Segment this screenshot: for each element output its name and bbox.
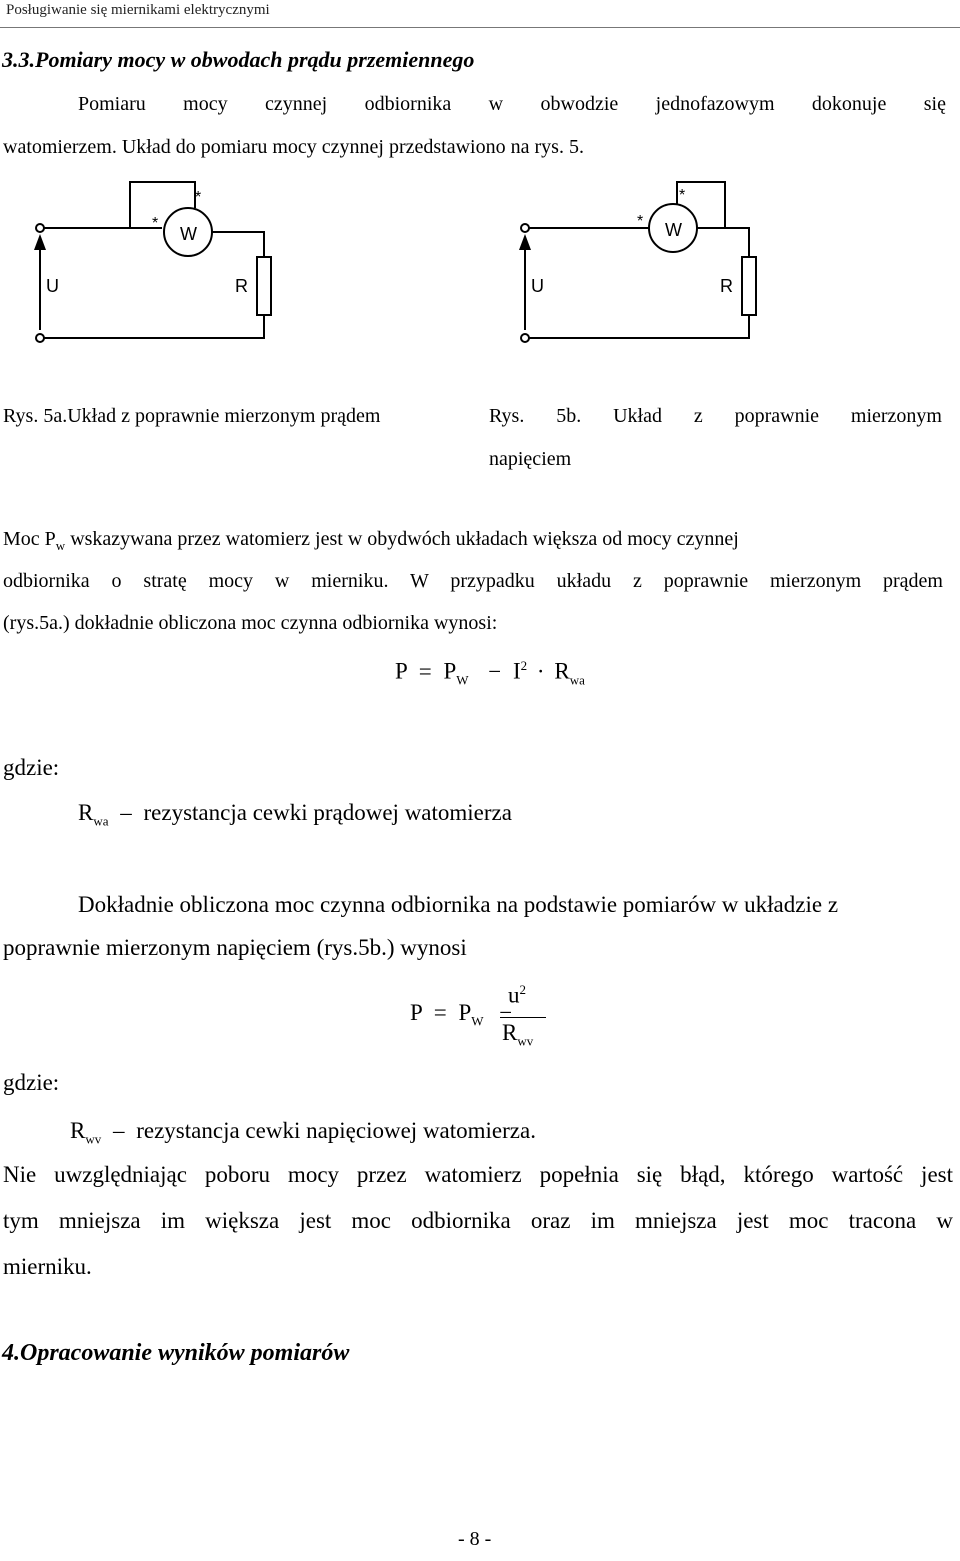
terminal-top-left	[521, 224, 529, 232]
paragraph-3-line-1: Nie uwzględniając poboru mocy przez watomierz popełnia się błąd, którego wartość jest	[3, 1162, 953, 1187]
page-number: - 8 -	[458, 1528, 492, 1550]
header-divider	[0, 27, 960, 28]
next-section-title: Opracowanie wyników pomiarów	[20, 1340, 350, 1366]
paragraph-2-line-1: Dokładnie obliczona moc czynna odbiornika na podstawie pomiarów w układzie z	[78, 892, 839, 917]
voltage-label-5b: U	[531, 276, 544, 296]
resistor-label-5b: R	[720, 276, 733, 296]
star-mark-current: *	[637, 213, 644, 230]
intro-line-1: Pomiaru mocy czynnej odbiornika w obwodzie jednofazowym dokonuje się	[78, 93, 946, 115]
caption-5a: Rys. 5a.Układ z poprawnie mierzonym prądem	[3, 405, 381, 427]
intro-line-2: watomierzem. Układ do pomiaru mocy czynnej przedstawiono na rys. 5.	[3, 136, 584, 158]
circuit-diagram-5b	[505, 170, 775, 355]
where-label-1: gdzie:	[3, 755, 60, 780]
caption-5b-line-1: Rys. 5b. Układ z poprawnie mierzonym	[489, 405, 942, 427]
paragraph-2-line-2: poprawnie mierzonym napięciem (rys.5b.) wynosi	[3, 935, 467, 960]
formula-1: $P = P_W - I^2 \cdot R_{wa}$	[395, 658, 585, 688]
formula-2-denominator: $R_{wv}$	[502, 1020, 534, 1049]
section-number: 3.3.	[2, 47, 35, 72]
caption-5b-line-2: napięciem	[489, 448, 572, 470]
terminal-top-left	[36, 224, 44, 232]
meter-label-5b: W	[665, 220, 682, 240]
next-section-heading	[2, 1340, 349, 1367]
circuit-diagram-5a	[20, 170, 290, 355]
formula-2-numerator: $u^2$	[508, 982, 526, 1008]
running-header: Posługiwanie się miernikami elektrycznymi	[6, 2, 270, 18]
paragraph-1-line-1: Moc $P_w$ wskazywana przez watomierz jest w obydwóch układach większa od mocy czynnej	[3, 528, 739, 553]
paragraph-1-line-3: (rys.5a.) dokładnie obliczona moc czynna odbiornika wynosi:	[3, 612, 498, 634]
paragraph-3-line-3: mierniku.	[3, 1254, 92, 1279]
star-mark-voltage: *	[195, 189, 202, 206]
terminal-bottom-left	[36, 334, 44, 342]
where-definition-1: $R_{wa}$ – rezystancja cewki prądowej watomierza	[78, 800, 512, 829]
voltage-arrow	[519, 234, 531, 250]
resistor-r	[257, 257, 271, 315]
where-definition-2: $R_{wv}$ – rezystancja cewki napięciowej watomierza.	[70, 1118, 536, 1147]
fraction-bar	[500, 1017, 546, 1018]
resistor-label-5a: R	[235, 276, 248, 296]
formula-2: $P = P_W$ −	[410, 1000, 513, 1029]
resistor-r	[742, 257, 756, 315]
next-section-number: 4.	[2, 1340, 20, 1366]
paragraph-3-line-2: tym mniejsza im większa jest moc odbiornika oraz im mniejsza jest moc tracona w	[3, 1208, 953, 1233]
star-mark-voltage: *	[679, 187, 686, 204]
star-mark-current: *	[152, 215, 159, 232]
voltage-label-5a: U	[46, 276, 59, 296]
where-label-2: gdzie:	[3, 1070, 60, 1095]
paragraph-1-line-2: odbiornika o stratę mocy w mierniku. W przypadku układu z poprawnie mierzonym prądem	[3, 570, 943, 592]
voltage-arrow	[34, 234, 46, 250]
terminal-bottom-left	[521, 334, 529, 342]
section-heading	[2, 47, 474, 73]
meter-label-5a: W	[180, 224, 197, 244]
section-title: Pomiary mocy w obwodach prądu przemiennego	[35, 47, 475, 72]
